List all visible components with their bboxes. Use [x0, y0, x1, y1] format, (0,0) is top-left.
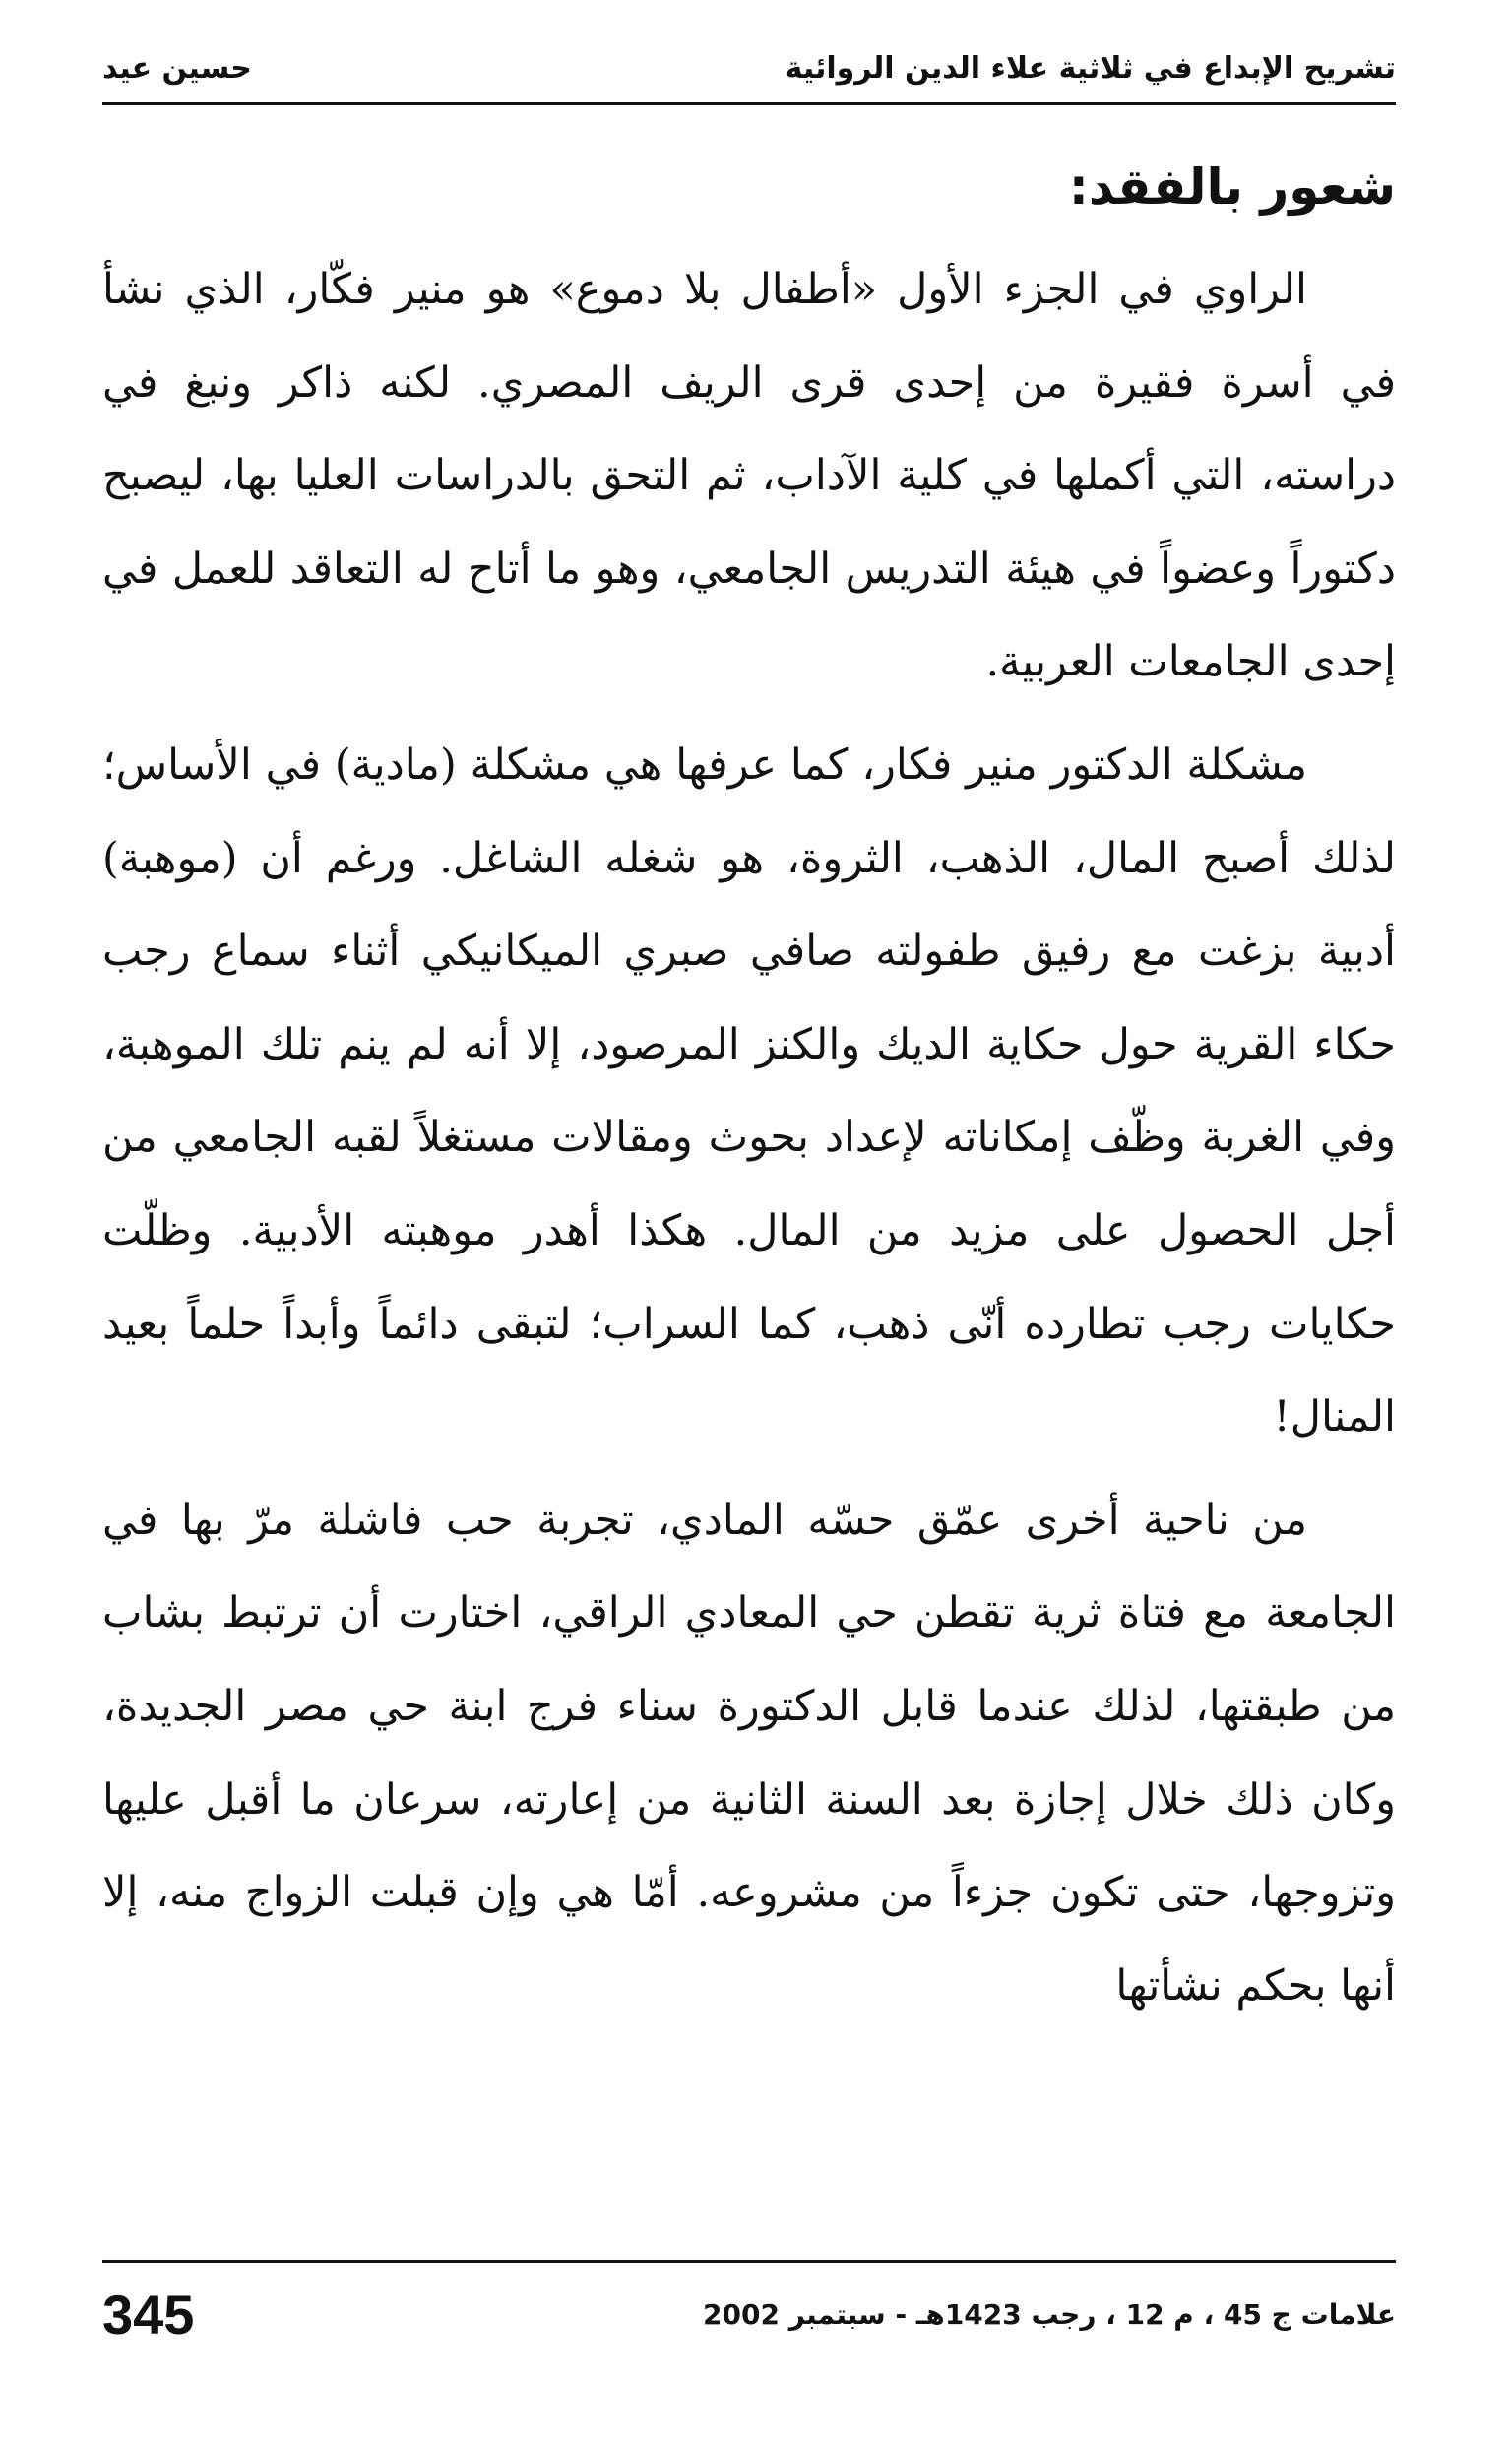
- author-name: حسين عيد: [102, 51, 252, 86]
- body-paragraph-1: الراوي في الجزء الأول «أطفال بلا دموع» هو منير فكّار، الذي نشأ في أسرة فقيرة من إحدى قرى الريف المصري. لكنه ذاكر ونبغ في دراسته، التي أكملها في كلية الآداب، ثم التحق بالدراسات العليا بها، ليصبح دكتوراً وعضواً في هيئة التدريس الجامعي، وهو ما أتاح له التعاقد للعمل في إحدى الجامعات العربية.: [102, 265, 1396, 687]
- body-paragraph-3: من ناحية أخرى عمّق حسّه المادي، تجربة حب فاشلة مرّ بها في الجامعة مع فتاة ثرية تقطن حي المعادي الراقي، اختارت أن ترتبط بشاب من طبقتها، لذلك عندما قابل الدكتورة سناء فرج ابنة حي مصر الجديدة، وكان ذلك خلال إجازة بعد السنة الثانية من إعارته، سرعان ما أقبل عليها وتزوجها، حتى تكون جزءاً من مشروعه. أمّا هي وإن قبلت الزواج منه، إلا أنها بحكم نشأتها: [102, 1495, 1396, 2011]
- running-header: [102, 47, 1396, 105]
- body-paragraph-2: مشكلة الدكتور منير فكار، كما عرفها هي مشكلة (مادية) في الأساس؛ لذلك أصبح المال، الذهب، الثروة، هو شغله الشاغل. ورغم أن (موهبة) أدبية بزغت مع رفيق طفولته صافي صبري الميكانيكي أثناء سماع رجب حكاء القرية حول حكاية الديك والكنز المرصود، إلا أنه لم ينم تلك الموهبة، وفي الغربة وظّف إمكاناته لإعداد بحوث ومقالات مستغلاً لقبه الجامعي من أجل الحصول على مزيد من المال. هكذا أهدر موهبته الأدبية. وظلّت حكايات رجب تطارده أنّى ذهب، كما السراب؛ لتبقى دائماً وأبداً حلماً بعيد المنال!: [102, 739, 1396, 1443]
- page-footer: [102, 2260, 1396, 2346]
- section-heading: شعور بالفقد:: [1068, 159, 1396, 216]
- article-title: تشريح الإبداع في ثلاثية علاء الدين الروائية: [785, 51, 1396, 86]
- page-number: 345: [102, 2283, 195, 2346]
- journal-citation: علامات ج 45 ، م 12 ، رجب 1423هـ - سبتمبر 2002: [703, 2298, 1396, 2331]
